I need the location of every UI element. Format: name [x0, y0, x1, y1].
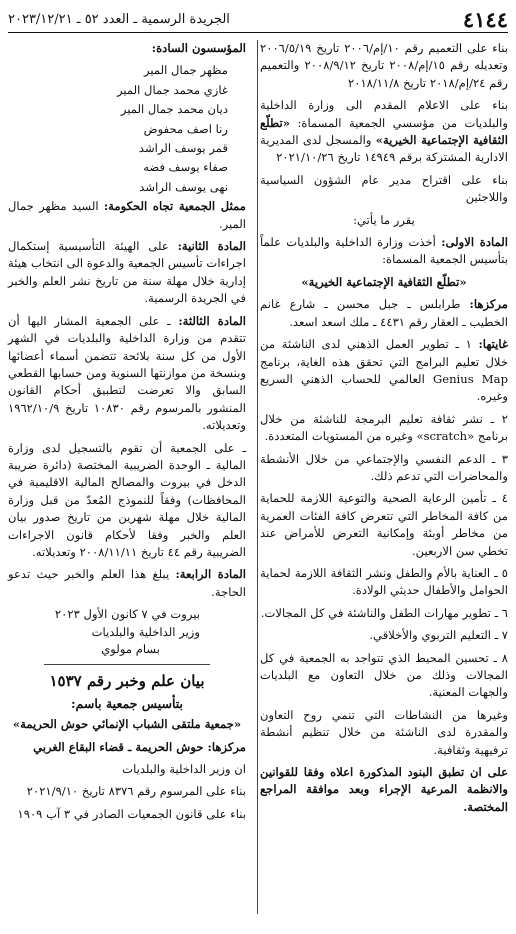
article-1: المادة الاولى: أخذت وزارة الداخلية والبلديات علماً بتأسيس الجمعية المسماة:: [260, 235, 508, 267]
left-column: [8, 40, 246, 828]
preamble-circular: بناء على التعميم رقم ١٠/إم/٢٠٠٦ تاريخ ٢٠٠٦/٥/١٩ وتعديله رقم ١٥/إم/٢٠٠٨ تاريخ ٢٠٠٨/٩/١٢ والتعميم رقم ٢٤/إم/٢٠١٨ تاريخ ٢٠١٨/١١/٨: [260, 41, 508, 90]
signature-title: وزير الداخلية والبلديات: [91, 624, 200, 639]
goal-6: ٦ ـ تطوير مهارات الطفل والناشئة في كل المجالات.: [260, 605, 508, 620]
signature-name: بسام مولوي: [101, 642, 160, 656]
notice-association-name: «جمعية ملتقى الشباب الإنمائي حوش الحريمة»: [12, 717, 242, 732]
page-number: ٤١٤٤: [462, 6, 508, 32]
article-2: المادة الثانية: على الهيئة التأسيسية إستكمال اجراءات تأسيس الجمعية والدعوة الى انتخاب هيئة إدارية خلال مهلة سنة من تاريخ نشر العلم والخبر في الجريدة الرسمية.: [8, 239, 246, 306]
list-item: ديان محمد جمال المير: [120, 102, 228, 117]
list-item: نهى يوسف الراشد: [139, 179, 228, 194]
right-column: [260, 40, 508, 821]
preamble-notice: بناء على الاعلام المقدم الى وزارة الداخلية والبلديات من مؤسسي الجمعية المسماة: «تطلّع الثقافية الإجتماعية الخيرية» والمسجل لدى المديرية الادارية المشتركة برقم ١٤٩٤٩ تاريخ ٢٠٢١/١٠/٢٦: [260, 98, 508, 165]
goal-5: ٥ ـ العناية بالأم والطفل ونشر الثقافة اللازمة لحماية الحوامل والأطفال حديثي الولادة.: [260, 565, 508, 598]
list-item: صفاء يوسف فضه: [143, 160, 228, 175]
goal-7: ٧ ـ التعليم التربوي والأخلاقي.: [369, 628, 508, 643]
gazette-issue-info: الجريدة الرسمية ـ العدد ٥٢ ـ ٢٠٢٣/١٢/٢١: [8, 11, 230, 27]
preamble-proposal: بناء على اقتراح مدير عام الشؤون السياسية واللاجئين: [260, 172, 508, 205]
article-3-tax: ـ على الجمعية أن تقوم بالتسجيل لدى وزارة المالية ـ الوحدة الضريبية المختصة (دائرة ضريبة الدخل في بيروت والمصالح المالية الاقليمية في المحافظات) وفقاً للنموذج المُعدّ من قبل وزارة المالية خلال مهلة شهرين من تاريخ صدور بيان العلم والخبر وفقا لأحكام قانون الاجراءات الضريبية رقم ٤٤ تاريخ ٢٠٠٨/١١/١١ وتعديلاته.: [8, 440, 246, 559]
signature-place-date: بيروت في ٧ كانون الأول ٢٠٢٣: [54, 607, 200, 622]
notice-minister: ان وزير الداخلية والبلديات: [122, 762, 246, 777]
goal-3: ٣ ـ الدعم النفسي والإجتماعي من خلال الأنشطة والمحاضرات التي تدعم ذلك.: [260, 451, 508, 483]
notice-title: بيان علم وخبر رقم ١٥٣٧: [49, 672, 205, 691]
list-item: غازي محمد جمال المير: [117, 82, 228, 97]
association-name: «تطلّع الثقافية الإجتماعية الخيرية»: [301, 274, 467, 289]
page-header: [8, 6, 508, 33]
list-item: قمر يوسف الراشد: [138, 141, 228, 156]
headquarters: مركزها: طرابلس ـ جبل محسن ـ شارع غانم الخطيب ـ العقار رقم ٤٤٣١ ـ ملك اسعد اسعد.: [260, 297, 508, 329]
goal-4: ٤ ـ تأمين الرعاية الصحية والتوعية اللازمة للحماية من كافة المخاطر التي تتعرض كافة الفئات العمرية من مخاطر أوبئة وإمكانية التعرض للأمراض عند تخطي سن الاربعين.: [260, 491, 508, 558]
notice-subtitle: بتأسيس جمعية باسم:: [70, 695, 184, 711]
goal-8: ٨ ـ تحسين المحيط الذي تتواجد به الجمعية في كل المجالات وذلك من خلال التعاون مع البلديات والجهات المعنية.: [260, 650, 508, 700]
list-item: مظهر جمال المير: [143, 63, 228, 78]
section-divider: [44, 664, 210, 665]
association-name-inline: «تطلّع الثقافية الإجتماعية الخيرية»: [260, 115, 508, 148]
column-divider: [257, 40, 258, 914]
notice-headquarters: مركزها: حوش الحريمة ـ قضاء البقاع الغربي: [33, 739, 246, 754]
list-item: رنا اصف محفوض: [143, 121, 228, 136]
article-3: المادة الثالثة: ـ على الجمعية المشار اليها أن تتقدم من وزارة الداخلية والبلديات في الشهر الأول من كل سنة بلائحة تتضمن أسماء أعضائها وبنسخة من موازنتها السنوية ومن حسابها القطعي السابق والا تعرضت لتطبيق أحكام القانون المنشور بالمرسوم رقم ١٠٨٣٠ تاريخ ١٩٦٢/١٠/٩ وتعديلاته.: [8, 313, 246, 433]
final-clause: على ان تطبق البنود المذكورة اعلاه وفقا للقوانين والانظمة المرعية الإجراء وبعد موافقة المراجع المختصة.: [260, 765, 508, 814]
other-activities: وغيرها من النشاطات التي تنمي روح التعاون والمقدرة لدى الناشئة من خلال تنظيم أنشطة ترفيهية وثقافية.: [260, 707, 508, 757]
founders-title: المؤسسون السادة:: [151, 41, 246, 55]
goal-1: غايتها: ١ ـ تطوير العمل الذهني لدى الناشئة من خلال تعليم البرامج التي تحقق هذه الغاية، برنامج Genius Map العالمي للحساب الذهني السريع وغيره.: [260, 337, 509, 404]
notice-decree: بناء على المرسوم رقم ٨٣٧٦ تاريخ ٢٠٢١/٩/١٠: [26, 784, 246, 799]
decides-line: يقرر ما يأتي:: [353, 212, 415, 227]
government-representative: ممثل الجمعية تجاه الحكومة: السيد مظهر جمال المير.: [8, 199, 246, 231]
article-4: المادة الرابعة: يبلغ هذا العلم والخبر حيث تدعو الحاجة.: [8, 567, 247, 599]
notice-law: بناء على قانون الجمعيات الصادر في ٣ آب ١٩٠٩: [17, 806, 246, 821]
founders-list: [8, 62, 246, 196]
goal-2: ٢ ـ نشر ثقافة تعليم البرمجة للناشئة من خلال برنامج «scratch» وغيره من المستويات المتعددة.: [260, 411, 508, 444]
